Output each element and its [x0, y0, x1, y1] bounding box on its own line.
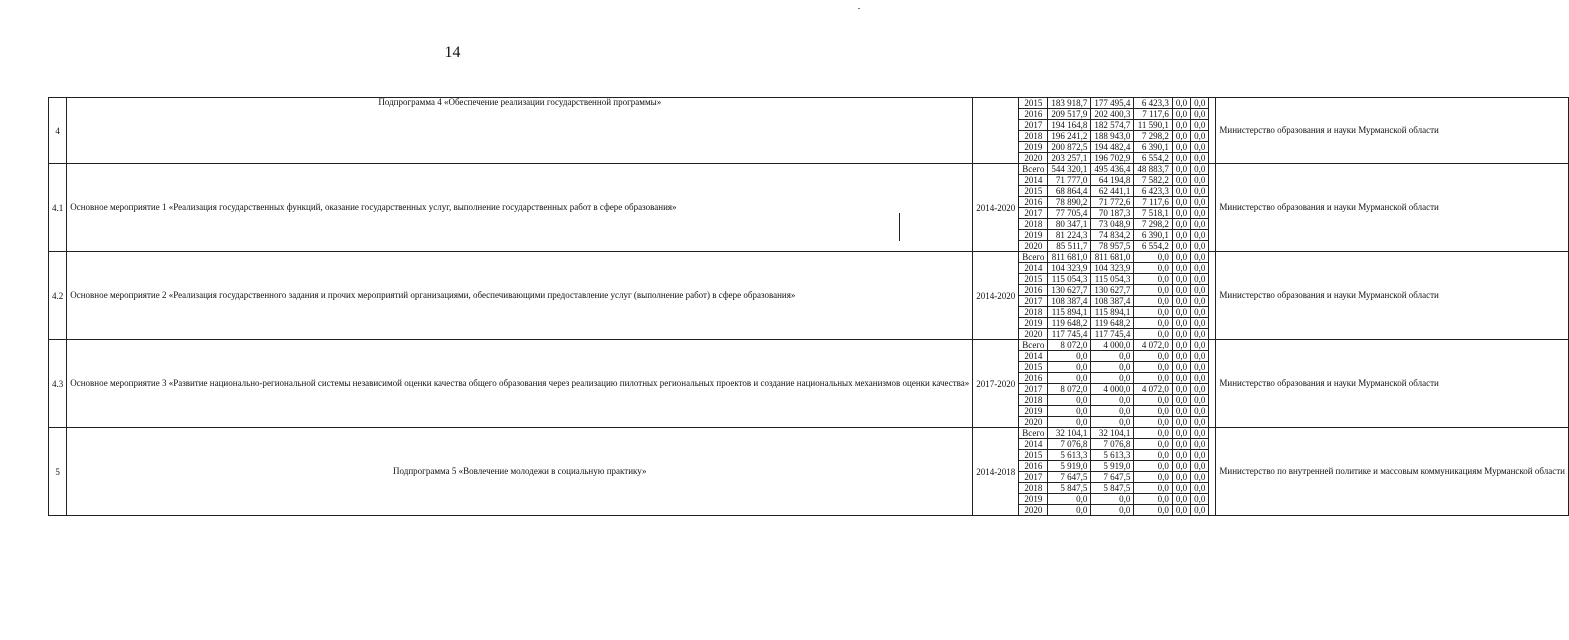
- year-cell: 2015: [1019, 362, 1048, 373]
- year-cell: 2018: [1019, 483, 1048, 494]
- value-cell: 0,0: [1172, 153, 1190, 164]
- value-cell: 811 681,0: [1091, 252, 1134, 263]
- value-cell: 115 054,3: [1091, 274, 1134, 285]
- value-cell: 0,0: [1172, 307, 1190, 318]
- year-cell: 2019: [1019, 142, 1048, 153]
- value-cell: 7 582,2: [1134, 175, 1173, 186]
- item-period: [973, 98, 1019, 164]
- year-cell: 2016: [1019, 197, 1048, 208]
- value-cell: 0,0: [1191, 296, 1209, 307]
- value-cell: 0,0: [1172, 373, 1190, 384]
- value-cell: 0,0: [1172, 439, 1190, 450]
- value-cell: 0,0: [1191, 197, 1209, 208]
- executor: Министерство образования и науки Мурманской области: [1216, 252, 1569, 340]
- value-cell: 0,0: [1172, 263, 1190, 274]
- value-cell: 0,0: [1134, 362, 1173, 373]
- value-cell: 194 164,8: [1048, 120, 1091, 131]
- value-cell: 0,0: [1172, 219, 1190, 230]
- value-cell: 104 323,9: [1048, 263, 1091, 274]
- value-cell: 0,0: [1172, 230, 1190, 241]
- year-cell: 2017: [1019, 208, 1048, 219]
- year-cell: 2017: [1019, 296, 1048, 307]
- value-cell: 182 574,7: [1091, 120, 1134, 131]
- value-cell: 7 117,6: [1134, 197, 1173, 208]
- value-cell: 6 554,2: [1134, 241, 1173, 252]
- item-name: Основное мероприятие 1 «Реализация государственных функций, оказание государственных услуг, выполнение государственных работ в сфере образования»: [67, 164, 973, 252]
- value-cell: 117 745,4: [1048, 329, 1091, 340]
- page-number: 14: [444, 44, 461, 61]
- value-cell: 0,0: [1172, 494, 1190, 505]
- value-cell: 0,0: [1191, 329, 1209, 340]
- value-cell: 4 000,0: [1091, 384, 1134, 395]
- year-cell: 2016: [1019, 461, 1048, 472]
- value-cell: 0,0: [1172, 329, 1190, 340]
- value-cell: 209 517,9: [1048, 109, 1091, 120]
- value-cell: 0,0: [1172, 120, 1190, 131]
- year-cell: 2020: [1019, 505, 1048, 516]
- year-cell: 2019: [1019, 230, 1048, 241]
- value-cell: 0,0: [1172, 318, 1190, 329]
- value-cell: 0,0: [1172, 186, 1190, 197]
- value-cell: 108 387,4: [1091, 296, 1134, 307]
- value-cell: 0,0: [1172, 362, 1190, 373]
- value-cell: 0,0: [1134, 329, 1173, 340]
- value-cell: 32 104,1: [1091, 428, 1134, 439]
- value-cell: 0,0: [1172, 296, 1190, 307]
- value-cell: 6 390,1: [1134, 142, 1173, 153]
- value-cell: 0,0: [1134, 318, 1173, 329]
- executor: Министерство образования и науки Мурманской области: [1216, 98, 1569, 164]
- value-cell: 0,0: [1134, 296, 1173, 307]
- value-cell: 77 705,4: [1048, 208, 1091, 219]
- value-cell: 0,0: [1191, 483, 1209, 494]
- year-cell: 2018: [1019, 131, 1048, 142]
- value-cell: 0,0: [1172, 142, 1190, 153]
- value-cell: 119 648,2: [1048, 318, 1091, 329]
- value-cell: 74 834,2: [1091, 230, 1134, 241]
- year-cell: 2014: [1019, 175, 1048, 186]
- value-cell: 104 323,9: [1091, 263, 1134, 274]
- value-cell: 0,0: [1172, 175, 1190, 186]
- empty-cell: [1209, 98, 1216, 164]
- value-cell: 0,0: [1191, 131, 1209, 142]
- item-period: 2014-2020: [973, 164, 1019, 252]
- value-cell: 7 117,6: [1134, 109, 1173, 120]
- value-cell: 7 076,8: [1048, 439, 1091, 450]
- value-cell: 117 745,4: [1091, 329, 1134, 340]
- value-cell: 0,0: [1134, 263, 1173, 274]
- item-number: 4: [49, 98, 67, 164]
- value-cell: 7 518,1: [1134, 208, 1173, 219]
- value-cell: 0,0: [1134, 373, 1173, 384]
- value-cell: 8 072,0: [1048, 340, 1091, 351]
- table-row: [49, 428, 1569, 439]
- value-cell: 0,0: [1134, 274, 1173, 285]
- value-cell: 0,0: [1134, 461, 1173, 472]
- value-cell: 0,0: [1191, 318, 1209, 329]
- value-cell: 0,0: [1191, 175, 1209, 186]
- value-cell: 177 495,4: [1091, 98, 1134, 109]
- value-cell: 0,0: [1134, 494, 1173, 505]
- value-cell: 108 387,4: [1048, 296, 1091, 307]
- value-cell: 0,0: [1191, 186, 1209, 197]
- value-cell: 5 847,5: [1048, 483, 1091, 494]
- value-cell: 4 000,0: [1091, 340, 1134, 351]
- year-cell: 2015: [1019, 274, 1048, 285]
- year-cell: 2016: [1019, 109, 1048, 120]
- value-cell: 0,0: [1172, 472, 1190, 483]
- value-cell: 0,0: [1048, 395, 1091, 406]
- value-cell: 0,0: [1191, 362, 1209, 373]
- item-period: 2014-2018: [973, 428, 1019, 516]
- value-cell: 0,0: [1134, 307, 1173, 318]
- value-cell: 0,0: [1191, 384, 1209, 395]
- value-cell: 0,0: [1134, 450, 1173, 461]
- year-cell: 2018: [1019, 219, 1048, 230]
- value-cell: 0,0: [1134, 395, 1173, 406]
- value-cell: 32 104,1: [1048, 428, 1091, 439]
- table-row: [49, 252, 1569, 263]
- year-cell: 2020: [1019, 153, 1048, 164]
- value-cell: 0,0: [1091, 417, 1134, 428]
- table-row: [49, 164, 1569, 175]
- year-cell: 2019: [1019, 318, 1048, 329]
- value-cell: 0,0: [1048, 494, 1091, 505]
- value-cell: 0,0: [1191, 439, 1209, 450]
- year-cell: 2017: [1019, 472, 1048, 483]
- value-cell: 0,0: [1134, 439, 1173, 450]
- value-cell: 0,0: [1191, 142, 1209, 153]
- value-cell: 0,0: [1191, 241, 1209, 252]
- item-number: 4.2: [49, 252, 67, 340]
- value-cell: 115 894,1: [1091, 307, 1134, 318]
- value-cell: 78 957,5: [1091, 241, 1134, 252]
- value-cell: 8 072,0: [1048, 384, 1091, 395]
- year-cell: 2017: [1019, 384, 1048, 395]
- value-cell: 64 194,8: [1091, 175, 1134, 186]
- value-cell: 0,0: [1172, 98, 1190, 109]
- value-cell: 202 400,3: [1091, 109, 1134, 120]
- year-cell: 2020: [1019, 417, 1048, 428]
- value-cell: 188 943,0: [1091, 131, 1134, 142]
- value-cell: 0,0: [1191, 472, 1209, 483]
- year-cell: 2015: [1019, 450, 1048, 461]
- value-cell: 6 423,3: [1134, 186, 1173, 197]
- value-cell: 7 298,2: [1134, 131, 1173, 142]
- budget-table: [48, 97, 1569, 516]
- year-cell: 2014: [1019, 439, 1048, 450]
- value-cell: 71 777,0: [1048, 175, 1091, 186]
- value-cell: 73 048,9: [1091, 219, 1134, 230]
- value-cell: 6 390,1: [1134, 230, 1173, 241]
- value-cell: 0,0: [1134, 505, 1173, 516]
- value-cell: 0,0: [1191, 219, 1209, 230]
- value-cell: 0,0: [1191, 351, 1209, 362]
- value-cell: 0,0: [1172, 384, 1190, 395]
- value-cell: 811 681,0: [1048, 252, 1091, 263]
- value-cell: 203 257,1: [1048, 153, 1091, 164]
- value-cell: 0,0: [1172, 505, 1190, 516]
- value-cell: 0,0: [1191, 285, 1209, 296]
- item-number: 4.3: [49, 340, 67, 428]
- value-cell: 0,0: [1191, 153, 1209, 164]
- value-cell: 0,0: [1091, 395, 1134, 406]
- value-cell: 196 241,2: [1048, 131, 1091, 142]
- value-cell: 0,0: [1134, 285, 1173, 296]
- value-cell: 0,0: [1172, 417, 1190, 428]
- year-cell: 2019: [1019, 406, 1048, 417]
- value-cell: 0,0: [1191, 461, 1209, 472]
- value-cell: 0,0: [1091, 505, 1134, 516]
- value-cell: 0,0: [1048, 505, 1091, 516]
- year-cell: Всего: [1019, 340, 1048, 351]
- value-cell: 0,0: [1191, 120, 1209, 131]
- value-cell: 196 702,9: [1091, 153, 1134, 164]
- value-cell: 7 298,2: [1134, 219, 1173, 230]
- item-name: Подпрограмма 4 «Обеспечение реализации государственной программы»: [67, 98, 973, 164]
- value-cell: 0,0: [1191, 274, 1209, 285]
- empty-cell: [1209, 164, 1216, 252]
- value-cell: 11 590,1: [1134, 120, 1173, 131]
- table-row: [49, 98, 1569, 109]
- value-cell: 4 072,0: [1134, 340, 1173, 351]
- value-cell: 0,0: [1172, 428, 1190, 439]
- value-cell: 0,0: [1191, 307, 1209, 318]
- value-cell: 0,0: [1191, 373, 1209, 384]
- value-cell: 81 224,3: [1048, 230, 1091, 241]
- value-cell: 0,0: [1048, 406, 1091, 417]
- item-name: Основное мероприятие 3 «Развитие национально-региональной системы независимой оценки качества общего образования через реализацию пилотных региональных проектов и создание национальных механизмов оценки качества»: [67, 340, 973, 428]
- value-cell: 0,0: [1172, 406, 1190, 417]
- value-cell: 544 320,1: [1048, 164, 1091, 175]
- value-cell: 0,0: [1172, 164, 1190, 175]
- item-name: Подпрограмма 5 «Вовлечение молодежи в социальную практику»: [67, 428, 973, 516]
- value-cell: 115 894,1: [1048, 307, 1091, 318]
- year-cell: 2018: [1019, 307, 1048, 318]
- value-cell: 0,0: [1091, 406, 1134, 417]
- value-cell: 0,0: [1191, 164, 1209, 175]
- value-cell: 119 648,2: [1091, 318, 1134, 329]
- value-cell: 0,0: [1191, 252, 1209, 263]
- value-cell: 6 554,2: [1134, 153, 1173, 164]
- value-cell: 0,0: [1134, 351, 1173, 362]
- item-period: 2017-2020: [973, 340, 1019, 428]
- value-cell: 7 647,5: [1048, 472, 1091, 483]
- value-cell: 200 872,5: [1048, 142, 1091, 153]
- table-row: [49, 340, 1569, 351]
- executor: Министерство образования и науки Мурманской области: [1216, 340, 1569, 428]
- value-cell: 0,0: [1134, 417, 1173, 428]
- value-cell: 0,0: [1172, 274, 1190, 285]
- value-cell: 71 772,6: [1091, 197, 1134, 208]
- value-cell: 0,0: [1048, 351, 1091, 362]
- value-cell: 70 187,3: [1091, 208, 1134, 219]
- value-cell: 0,0: [1191, 505, 1209, 516]
- value-cell: 80 347,1: [1048, 219, 1091, 230]
- year-cell: 2019: [1019, 494, 1048, 505]
- year-cell: 2015: [1019, 186, 1048, 197]
- value-cell: 0,0: [1172, 351, 1190, 362]
- year-cell: 2020: [1019, 241, 1048, 252]
- item-number: 5: [49, 428, 67, 516]
- empty-cell: [1209, 252, 1216, 340]
- value-cell: 0,0: [1091, 494, 1134, 505]
- value-cell: 5 847,5: [1091, 483, 1134, 494]
- item-period: 2014-2020: [973, 252, 1019, 340]
- table-body: [49, 98, 1569, 516]
- value-cell: 5 613,3: [1091, 450, 1134, 461]
- year-cell: 2016: [1019, 285, 1048, 296]
- value-cell: 0,0: [1191, 406, 1209, 417]
- value-cell: 0,0: [1172, 241, 1190, 252]
- value-cell: 62 441,1: [1091, 186, 1134, 197]
- value-cell: 0,0: [1191, 395, 1209, 406]
- value-cell: 48 883,7: [1134, 164, 1173, 175]
- value-cell: 0,0: [1172, 395, 1190, 406]
- value-cell: 0,0: [1172, 461, 1190, 472]
- item-number: 4.1: [49, 164, 67, 252]
- value-cell: 0,0: [1172, 109, 1190, 120]
- value-cell: 0,0: [1091, 362, 1134, 373]
- value-cell: 130 627,7: [1091, 285, 1134, 296]
- value-cell: 0,0: [1172, 197, 1190, 208]
- value-cell: 68 864,4: [1048, 186, 1091, 197]
- scan-speck: [858, 8, 860, 9]
- value-cell: 495 436,4: [1091, 164, 1134, 175]
- value-cell: 0,0: [1191, 98, 1209, 109]
- year-cell: Всего: [1019, 252, 1048, 263]
- executor: Министерство по внутренней политике и массовым коммуникациям Мурманской области: [1216, 428, 1569, 516]
- value-cell: 0,0: [1191, 208, 1209, 219]
- year-cell: Всего: [1019, 164, 1048, 175]
- value-cell: 0,0: [1172, 340, 1190, 351]
- value-cell: 0,0: [1091, 351, 1134, 362]
- value-cell: 183 918,7: [1048, 98, 1091, 109]
- value-cell: 0,0: [1191, 428, 1209, 439]
- value-cell: 0,0: [1172, 252, 1190, 263]
- year-cell: 2015: [1019, 98, 1048, 109]
- value-cell: 5 613,3: [1048, 450, 1091, 461]
- value-cell: 78 890,2: [1048, 197, 1091, 208]
- value-cell: 0,0: [1191, 340, 1209, 351]
- value-cell: 0,0: [1191, 109, 1209, 120]
- year-cell: Всего: [1019, 428, 1048, 439]
- year-cell: 2017: [1019, 120, 1048, 131]
- value-cell: 85 511,7: [1048, 241, 1091, 252]
- empty-cell: [1209, 340, 1216, 428]
- year-cell: 2014: [1019, 263, 1048, 274]
- item-name: Основное мероприятие 2 «Реализация государственного задания и прочих мероприятий организациями, обеспечивающими предоставление услуг (выполнение работ) в сфере образования»: [67, 252, 973, 340]
- empty-cell: [1209, 428, 1216, 516]
- value-cell: 0,0: [1172, 208, 1190, 219]
- value-cell: 0,0: [1172, 131, 1190, 142]
- value-cell: 6 423,3: [1134, 98, 1173, 109]
- value-cell: 194 482,4: [1091, 142, 1134, 153]
- value-cell: 0,0: [1091, 373, 1134, 384]
- value-cell: 5 919,0: [1091, 461, 1134, 472]
- value-cell: 0,0: [1172, 285, 1190, 296]
- value-cell: 5 919,0: [1048, 461, 1091, 472]
- value-cell: 0,0: [1191, 494, 1209, 505]
- value-cell: 0,0: [1134, 483, 1173, 494]
- value-cell: 130 627,7: [1048, 285, 1091, 296]
- value-cell: 0,0: [1191, 230, 1209, 241]
- value-cell: 7 647,5: [1091, 472, 1134, 483]
- value-cell: 0,0: [1172, 450, 1190, 461]
- year-cell: 2018: [1019, 395, 1048, 406]
- value-cell: 0,0: [1048, 373, 1091, 384]
- value-cell: 4 072,0: [1134, 384, 1173, 395]
- value-cell: 0,0: [1134, 428, 1173, 439]
- value-cell: 115 054,3: [1048, 274, 1091, 285]
- value-cell: 0,0: [1172, 483, 1190, 494]
- value-cell: 0,0: [1134, 252, 1173, 263]
- executor: Министерство образования и науки Мурманской области: [1216, 164, 1569, 252]
- year-cell: 2016: [1019, 373, 1048, 384]
- value-cell: 7 076,8: [1091, 439, 1134, 450]
- year-cell: 2020: [1019, 329, 1048, 340]
- value-cell: 0,0: [1134, 472, 1173, 483]
- year-cell: 2014: [1019, 351, 1048, 362]
- value-cell: 0,0: [1191, 263, 1209, 274]
- value-cell: 0,0: [1191, 450, 1209, 461]
- value-cell: 0,0: [1048, 417, 1091, 428]
- value-cell: 0,0: [1134, 406, 1173, 417]
- value-cell: 0,0: [1048, 362, 1091, 373]
- value-cell: 0,0: [1191, 417, 1209, 428]
